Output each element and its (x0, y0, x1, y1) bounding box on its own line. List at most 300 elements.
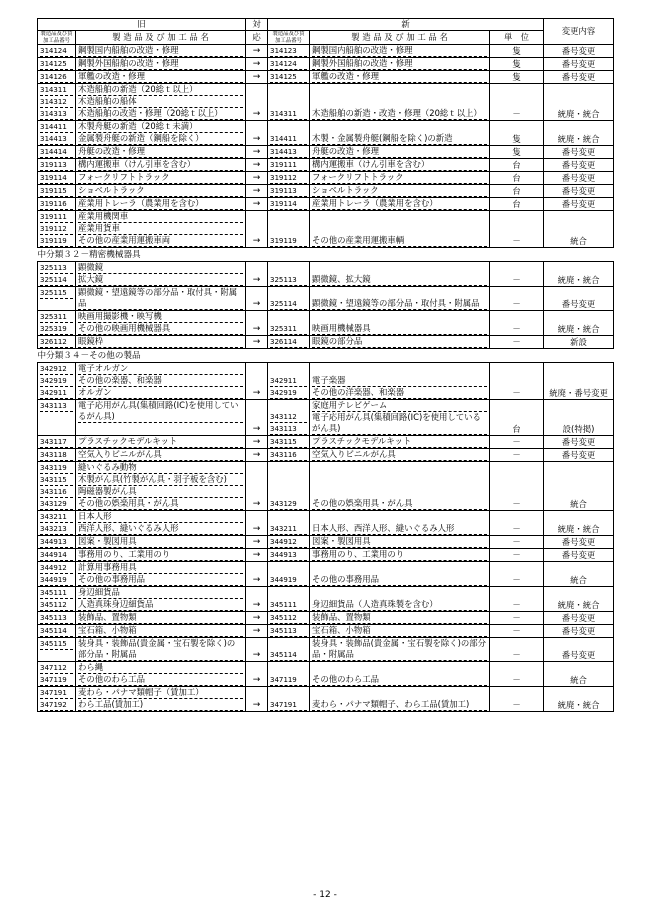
new-code: 319112 (270, 172, 307, 184)
new-name: その他のわら工品 (312, 674, 487, 686)
old-name-cell (76, 185, 246, 198)
new-name: 装身具・装飾品(貴金属・宝石製を除く)の部分品・附属品 (312, 638, 487, 659)
change-cell: 新設 (544, 336, 614, 349)
change-cell: 統廃・統合 (544, 84, 614, 121)
new-code-cell (268, 687, 310, 712)
table-row (38, 462, 614, 511)
new-name-cell (310, 84, 490, 121)
table-row (38, 662, 614, 687)
new-name: 顕微鏡・望遠鏡等の部分品・取付具・附属品 (312, 298, 487, 310)
old-name-cell (76, 311, 246, 336)
correspondence-arrow: → (246, 587, 268, 612)
old-name-cell (76, 400, 246, 436)
old-code-cell (38, 198, 76, 211)
old-code-cell (38, 45, 76, 58)
new-name-cell (310, 612, 490, 625)
old-name: 産業用貨車 (78, 223, 243, 235)
unit-cell: － (490, 363, 544, 400)
table-row (38, 121, 614, 146)
old-code: 325114 (40, 274, 73, 286)
new-code: 343112 (270, 411, 307, 423)
old-code-cell (38, 71, 76, 84)
unit-cell: － (490, 336, 544, 349)
new-name: 事務用のり、工業用のり (312, 549, 487, 561)
correspondence-arrow: → (246, 198, 268, 211)
old-name-cell (76, 71, 246, 84)
old-name-cell (76, 159, 246, 172)
new-code-cell (268, 121, 310, 146)
unit-cell: － (490, 549, 544, 562)
correspondence-arrow: → (246, 172, 268, 185)
unit-cell: 台 (490, 172, 544, 185)
old-header: 旧 (38, 19, 246, 31)
section-row (38, 349, 614, 363)
change-cell: 統廃・統合 (544, 311, 614, 336)
old-code: 343113 (40, 400, 73, 412)
change-cell: 統廃・統合 (544, 511, 614, 536)
new-name: 産業用トレーラ（農業用を含む） (312, 198, 487, 210)
old-name: 産業用機関車 (78, 211, 243, 223)
new-name-cell (310, 511, 490, 536)
table-row (38, 336, 614, 349)
correspondence-arrow: → (246, 549, 268, 562)
correspondence-arrow: → (246, 436, 268, 449)
change-cell: 統廃・統合 (544, 121, 614, 146)
corr-header-top: 対 (246, 19, 268, 31)
new-name-cell (310, 146, 490, 159)
old-code: 314312 (40, 96, 73, 108)
table-row (38, 262, 614, 287)
old-code-cell (38, 436, 76, 449)
old-name: 装身具・装飾品(貴金属・宝石製を除く)の部分品・附属品 (78, 638, 243, 661)
old-name: 顕微鏡 (78, 262, 243, 274)
change-cell: 番号変更 (544, 58, 614, 71)
old-name-cell (76, 511, 246, 536)
old-code-cell (38, 612, 76, 625)
old-name-cell (76, 121, 246, 146)
old-name: 木造船舶の改造・修理（20総ｔ以上） (78, 108, 243, 120)
old-name: オルガン (78, 387, 243, 399)
old-name-header: 製 造 品 及 び 加 工 品 名 (76, 31, 246, 45)
correspondence-arrow: → (246, 71, 268, 84)
old-name: ショベルトラック (78, 185, 243, 197)
new-code-cell (268, 311, 310, 336)
new-code-cell (268, 638, 310, 662)
old-code: 345115 (40, 638, 73, 650)
new-code: 325114 (270, 298, 307, 310)
old-code: 347112 (40, 662, 73, 674)
correspondence-arrow: → (246, 562, 268, 587)
old-code: 314413 (40, 133, 73, 145)
old-code: 342912 (40, 363, 73, 375)
section-title: 中分類３２－精密機械器具 (38, 248, 614, 262)
old-name: その他の楽器、和楽器 (78, 375, 243, 387)
new-code-cell (268, 562, 310, 587)
change-header: 変更内容 (544, 19, 614, 45)
new-code-cell (268, 287, 310, 311)
old-code-cell (38, 185, 76, 198)
new-name: 軍艦の改造・修理 (312, 71, 487, 83)
corr-header-bottom: 応 (246, 31, 268, 45)
old-code: 343213 (40, 523, 73, 535)
unit-cell: 台 (490, 198, 544, 211)
old-name: 西洋人形、縫いぐるみ人形 (78, 523, 243, 535)
old-code: 314126 (40, 71, 73, 83)
new-name: 麦わら・パナマ類帽子、わら工品(賃加工) (312, 699, 487, 711)
new-code: 314125 (270, 71, 307, 83)
new-name-cell (310, 436, 490, 449)
unit-cell: － (490, 211, 544, 248)
unit-cell: 台 (490, 400, 544, 436)
correspondence-arrow: → (246, 511, 268, 536)
change-cell: 統合 (544, 462, 614, 511)
old-name-cell (76, 587, 246, 612)
old-name: 木造船舶の新造（20総ｔ以上） (78, 84, 243, 96)
new-name: 家庭用テレビゲーム (312, 400, 487, 412)
old-name-cell (76, 462, 246, 511)
old-code: 325113 (40, 262, 73, 274)
old-name: 鋼製外国船舶の改造・修理 (78, 58, 243, 70)
new-name-cell (310, 172, 490, 185)
old-name: 日本人形 (78, 511, 243, 523)
table-row (38, 198, 614, 211)
old-name: フォークリフトトラック (78, 172, 243, 184)
change-cell: 設(特掲) (544, 400, 614, 436)
new-name-cell (310, 662, 490, 687)
new-code-cell (268, 587, 310, 612)
new-name: 日本人形、西洋人形、縫いぐるみ人形 (312, 523, 487, 535)
new-name: 電子楽器 (312, 375, 487, 387)
new-code-cell (268, 262, 310, 287)
new-code: 342919 (270, 387, 307, 399)
old-name: 計算用事務用具 (78, 562, 243, 574)
table-row (38, 549, 614, 562)
unit-cell: － (490, 449, 544, 462)
new-code-cell (268, 45, 310, 58)
old-code: 343119 (40, 462, 73, 474)
new-name: その他の事務用品 (312, 574, 487, 586)
new-name-cell (310, 45, 490, 58)
correspondence-table (37, 18, 614, 712)
old-code: 343118 (40, 449, 73, 461)
correspondence-arrow: → (246, 638, 268, 662)
new-name: 鋼製国内船舶の改造・修理 (312, 45, 487, 57)
old-code: 314313 (40, 108, 73, 120)
new-code-cell (268, 625, 310, 638)
table-row (38, 687, 614, 712)
old-name-cell (76, 211, 246, 248)
new-code: 314413 (270, 146, 307, 158)
new-code-cell (268, 198, 310, 211)
change-cell: 番号変更 (544, 549, 614, 562)
new-code: 325113 (270, 274, 307, 286)
old-name-cell (76, 84, 246, 121)
old-code: 347191 (40, 687, 73, 699)
old-code: 342911 (40, 387, 73, 399)
old-code-cell (38, 536, 76, 549)
new-name-cell (310, 198, 490, 211)
change-cell: 番号変更 (544, 159, 614, 172)
old-code: 344912 (40, 562, 73, 574)
old-code: 343117 (40, 436, 73, 448)
new-code-cell (268, 536, 310, 549)
new-name-cell (310, 71, 490, 84)
old-name-cell (76, 638, 246, 662)
old-name: 顕微鏡・望遠鏡等の部分品・取付具・附属品 (78, 287, 243, 310)
correspondence-arrow: → (246, 687, 268, 712)
new-code: 325311 (270, 323, 307, 335)
old-code-cell (38, 449, 76, 462)
change-cell: 番号変更 (544, 449, 614, 462)
old-name: 図案・製図用具 (78, 536, 243, 548)
old-code: 344914 (40, 549, 73, 561)
new-code: 347191 (270, 699, 307, 711)
new-code-cell (268, 211, 310, 248)
old-code-header: 製造品及び賃加工品番号 (38, 31, 76, 45)
new-code: 319111 (270, 159, 307, 171)
table-row (38, 185, 614, 198)
old-name-cell (76, 363, 246, 400)
old-code: 314311 (40, 84, 73, 96)
old-name: その他の事務用品 (78, 574, 243, 586)
new-name: 眼鏡の部分品 (312, 336, 487, 348)
old-code: 345113 (40, 612, 73, 624)
old-code: 325319 (40, 323, 73, 335)
unit-cell: 台 (490, 159, 544, 172)
old-code-cell (38, 287, 76, 311)
old-code: 344913 (40, 536, 73, 548)
old-code-cell (38, 146, 76, 159)
correspondence-arrow: → (246, 311, 268, 336)
new-name-cell (310, 549, 490, 562)
old-code-cell (38, 549, 76, 562)
old-name: プラスチックモデルキット (78, 436, 243, 448)
new-code: 314411 (270, 133, 307, 145)
new-name: 鋼製外国船舶の改造・修理 (312, 58, 487, 70)
new-name-cell (310, 536, 490, 549)
old-name-cell (76, 172, 246, 185)
old-name-cell (76, 687, 246, 712)
new-name: その他の洋楽器、和楽器 (312, 387, 487, 399)
old-name: 金属製舟艇の新造（鋼船を除く） (78, 133, 243, 145)
old-name: 舟艇の改造・修理 (78, 146, 243, 158)
new-name: その他の産業用運搬車輌 (312, 235, 487, 247)
new-name: ショベルトラック (312, 185, 487, 197)
new-name: 身辺細貨品（人造真珠製を含む） (312, 599, 487, 611)
old-code: 319119 (40, 235, 73, 247)
old-code-cell (38, 400, 76, 436)
old-name: 陶磁器製がん具 (78, 486, 243, 498)
old-code: 314125 (40, 58, 73, 70)
table-row (38, 449, 614, 462)
change-cell: 番号変更 (544, 185, 614, 198)
new-name-cell (310, 462, 490, 511)
new-code-cell (268, 511, 310, 536)
old-code: 319113 (40, 159, 73, 171)
old-code-cell (38, 363, 76, 400)
unit-cell: － (490, 536, 544, 549)
new-code: 314311 (270, 108, 307, 120)
correspondence-arrow: → (246, 45, 268, 58)
new-name: フォークリフトトラック (312, 172, 487, 184)
table-row (38, 287, 614, 311)
new-name: その他の娯楽用具・がん具 (312, 498, 487, 510)
new-name-cell (310, 336, 490, 349)
old-code: 326112 (40, 336, 73, 348)
correspondence-arrow: → (246, 363, 268, 400)
old-code: 325115 (40, 287, 73, 299)
old-code: 314414 (40, 146, 73, 158)
old-code: 347192 (40, 699, 73, 711)
change-cell: 番号変更 (544, 71, 614, 84)
old-name: 空気入りビニルがん具 (78, 449, 243, 461)
old-name-cell (76, 562, 246, 587)
unit-cell: － (490, 612, 544, 625)
table-row (38, 172, 614, 185)
table-row (38, 58, 614, 71)
correspondence-arrow: → (246, 612, 268, 625)
table-row (38, 536, 614, 549)
new-code-cell (268, 612, 310, 625)
new-code: 344912 (270, 536, 307, 548)
new-name: プラスチックモデルキット (312, 436, 487, 448)
correspondence-arrow: → (246, 449, 268, 462)
new-name-header: 製 造 品 及 び 加 工 品 名 (310, 31, 490, 45)
new-name-cell (310, 400, 490, 436)
old-name: 鋼製国内船舶の改造・修理 (78, 45, 243, 57)
new-code-cell (268, 84, 310, 121)
table-row (38, 311, 614, 336)
new-name-cell (310, 121, 490, 146)
old-code: 347119 (40, 674, 73, 686)
old-name: その他の産業用運搬車両 (78, 235, 243, 247)
new-code: 347119 (270, 674, 307, 686)
correspondence-arrow: → (246, 625, 268, 638)
page-number: - 12 - (313, 890, 337, 900)
new-name: 構内運搬車（けん引車を含む） (312, 159, 487, 171)
unit-cell: － (490, 587, 544, 612)
old-name: 木製がん具(竹製がん具・羽子板を含む) (78, 474, 243, 486)
change-cell: 統廃・統合 (544, 687, 614, 712)
old-name-cell (76, 449, 246, 462)
old-name: 木造船舶の船体 (78, 96, 243, 108)
old-code: 319116 (40, 198, 73, 210)
old-name-cell (76, 625, 246, 638)
change-cell: 番号変更 (544, 638, 614, 662)
new-name-cell (310, 262, 490, 287)
correspondence-arrow: → (246, 159, 268, 172)
old-name: 事務用のり、工業用のり (78, 549, 243, 561)
unit-cell: － (490, 562, 544, 587)
new-name-cell (310, 687, 490, 712)
old-name-cell (76, 146, 246, 159)
table-row (38, 71, 614, 84)
unit-cell: － (490, 262, 544, 287)
new-name: 木造船舶の新造・改造・修理（20総ｔ以上） (312, 108, 487, 120)
unit-cell: 隻 (490, 45, 544, 58)
old-code-cell (38, 159, 76, 172)
new-code-header: 製造品及び賃加工品番号 (268, 31, 310, 45)
new-code: 344919 (270, 574, 307, 586)
old-code: 325311 (40, 311, 73, 323)
new-name-cell (310, 287, 490, 311)
new-code: 345113 (270, 625, 307, 637)
table-row (38, 146, 614, 159)
new-code: 345111 (270, 599, 307, 611)
new-code-cell (268, 436, 310, 449)
old-name: わら縄 (78, 662, 243, 674)
table-row (38, 436, 614, 449)
old-code: 319115 (40, 185, 73, 197)
old-code: 314411 (40, 121, 73, 133)
new-code: 342911 (270, 375, 307, 387)
change-cell: 統廃・番号変更 (544, 363, 614, 400)
table-row (38, 84, 614, 121)
old-name: その他の映画用機械器具 (78, 323, 243, 335)
correspondence-arrow: → (246, 462, 268, 511)
new-code-cell (268, 172, 310, 185)
table-row (38, 159, 614, 172)
change-cell: 統合 (544, 211, 614, 248)
new-name: 装飾品、置物類 (312, 612, 487, 624)
old-code-cell (38, 172, 76, 185)
new-code: 343115 (270, 436, 307, 448)
new-code: 343113 (270, 423, 307, 435)
unit-cell: － (490, 462, 544, 511)
new-code-cell (268, 336, 310, 349)
unit-cell: 隻 (490, 58, 544, 71)
new-code-cell (268, 159, 310, 172)
old-code-cell (38, 336, 76, 349)
old-name: 縫いぐるみ動物 (78, 462, 243, 474)
correspondence-arrow: → (246, 400, 268, 436)
old-code: 314124 (40, 45, 73, 57)
old-name: 人造真珠身辺細貨品 (78, 599, 243, 611)
section-row (38, 248, 614, 262)
unit-cell: 隻 (490, 146, 544, 159)
new-code: 314123 (270, 45, 307, 57)
old-code-cell (38, 121, 76, 146)
old-code: 319114 (40, 172, 73, 184)
unit-cell: － (490, 625, 544, 638)
unit-cell: － (490, 287, 544, 311)
new-code: 319114 (270, 198, 307, 210)
table-body (38, 45, 614, 712)
unit-header: 単 位 (490, 31, 544, 45)
new-code-cell (268, 662, 310, 687)
correspondence-arrow: → (246, 121, 268, 146)
unit-cell: － (490, 662, 544, 687)
old-name-cell (76, 58, 246, 71)
old-code: 345111 (40, 587, 73, 599)
old-name: 構内運搬車（けん引車を含む） (78, 159, 243, 171)
old-code-cell (38, 462, 76, 511)
change-cell: 番号変更 (544, 436, 614, 449)
old-name: その他のわら工品 (78, 674, 243, 686)
old-code-cell (38, 662, 76, 687)
old-name: 電子応用がん具(集積回路(IC)を使用しているがん具) (78, 400, 243, 423)
old-code: 343116 (40, 486, 73, 498)
unit-cell: 台 (490, 185, 544, 198)
correspondence-arrow: → (246, 211, 268, 248)
change-cell: 統廃・統合 (544, 262, 614, 287)
old-code-cell (38, 587, 76, 612)
correspondence-arrow: → (246, 662, 268, 687)
unit-cell: － (490, 84, 544, 121)
correspondence-arrow: → (246, 84, 268, 121)
old-code: 343129 (40, 498, 73, 510)
unit-cell: － (490, 511, 544, 536)
